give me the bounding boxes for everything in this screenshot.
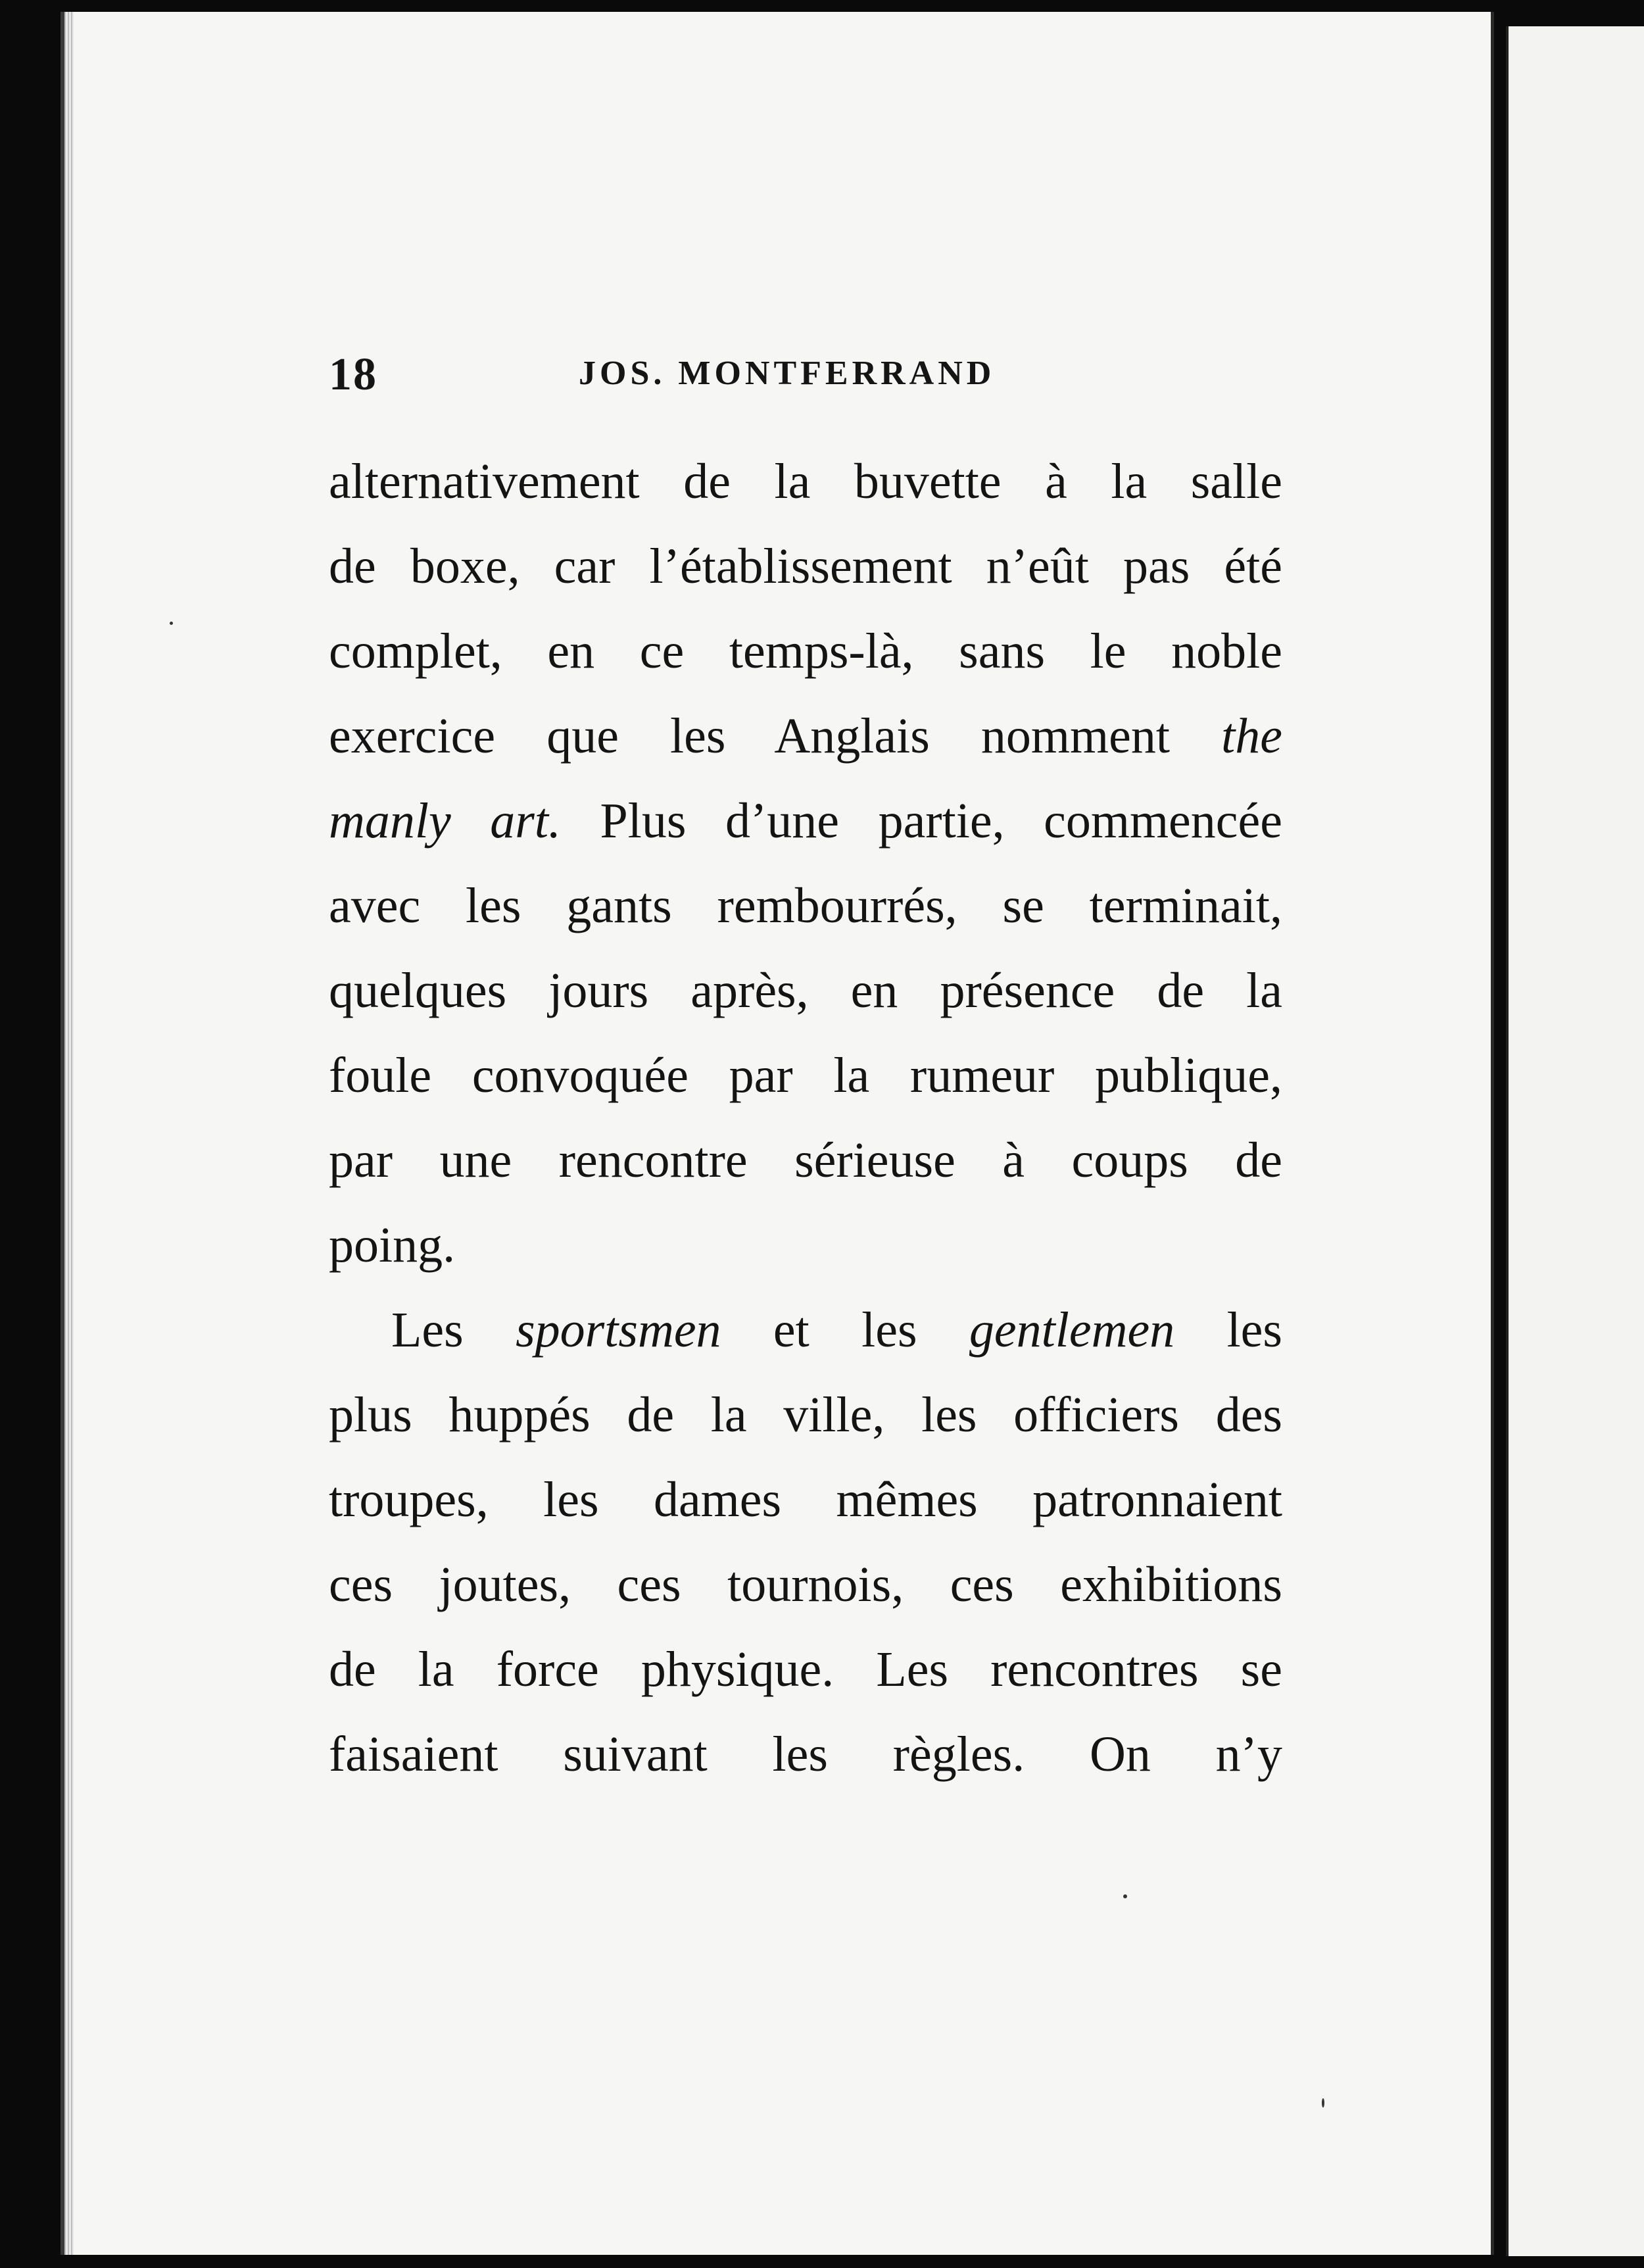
- body-text: [329, 439, 1282, 1797]
- text-line: poing.: [329, 1218, 456, 1273]
- italic-run: sportsmen: [516, 1302, 721, 1358]
- text-line: par une rencontre sérieuse à coups de: [329, 1133, 1282, 1188]
- text-line: alternativement de la buvette à la salle: [329, 454, 1282, 509]
- text-line: avec les gants rembourrés, se terminait,: [329, 878, 1282, 933]
- page-number: 18: [329, 349, 377, 400]
- text-run: les: [1174, 1302, 1282, 1358]
- page-edge: [64, 12, 74, 2255]
- scan-speck: [170, 622, 173, 625]
- running-title: JOS. MONTFERRAND: [579, 355, 996, 392]
- text-line: plus huppés de la ville, les officiers des: [329, 1387, 1282, 1442]
- text-run: Plus d’une partie, commencée: [560, 793, 1282, 849]
- italic-run: manly art.: [329, 793, 561, 849]
- text-line: [329, 694, 1282, 779]
- text-line: foule convoquée par la rumeur publique,: [329, 1048, 1282, 1103]
- text-line: quelques jours après, en présence de la: [329, 963, 1282, 1018]
- text-line: [329, 1288, 1282, 1373]
- text-line: ces joutes, ces tournois, ces exhibitions: [329, 1557, 1282, 1612]
- adjacent-page-edge: [1506, 26, 1644, 2256]
- text-line: troupes, les dames mêmes patronnaient: [329, 1472, 1282, 1527]
- running-head: [329, 349, 1315, 408]
- text-line: [329, 779, 1282, 864]
- text-line: complet, en ce temps-là, sans le noble: [329, 624, 1282, 679]
- text-line: de boxe, car l’établissement n’eût pas été: [329, 539, 1282, 594]
- text-run: et les: [721, 1302, 969, 1358]
- italic-run: the: [1221, 708, 1282, 764]
- text-run: Les: [391, 1302, 516, 1358]
- scan-speck: [1123, 1894, 1127, 1898]
- text-line: de la force physique. Les rencontres se: [329, 1642, 1282, 1697]
- text-run: exercice que les Anglais nomment: [329, 708, 1222, 764]
- text-line: faisaient suivant les règles. On n’y: [329, 1727, 1282, 1782]
- scan-speck: [1322, 2098, 1324, 2108]
- italic-run: gentlemen: [969, 1302, 1175, 1358]
